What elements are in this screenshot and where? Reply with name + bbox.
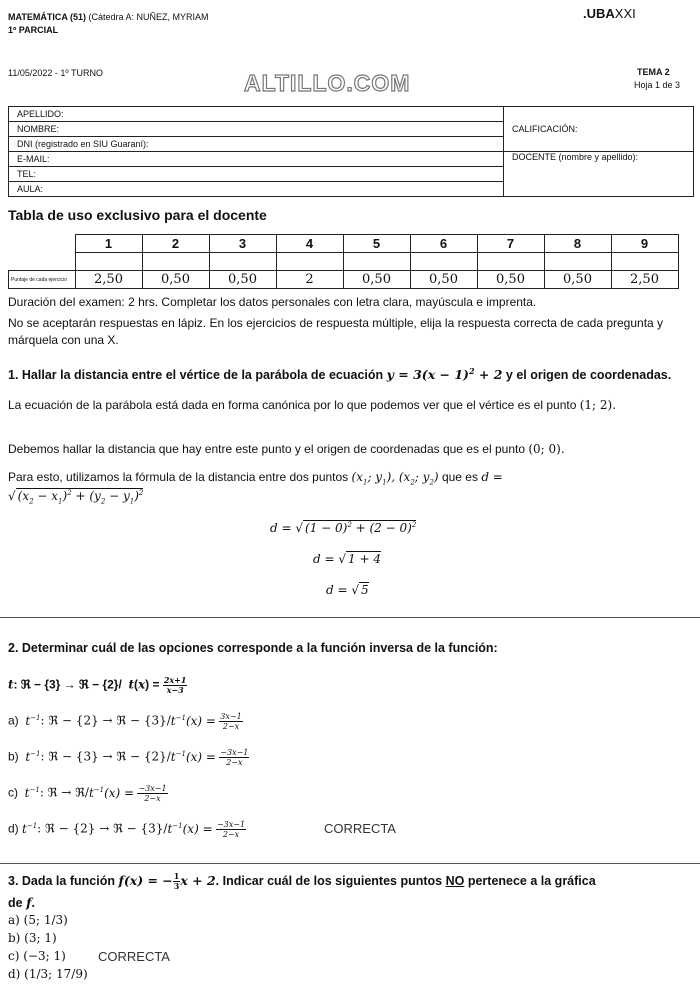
field-apellido: APELLIDO: [9, 107, 504, 122]
score-col-header: 5 [343, 235, 410, 253]
q3-option-d[interactable]: d) (1/3; 17/9) [8, 967, 88, 981]
parabola-equation: $y = 3(x - 1)^2 + 2$ [386, 366, 503, 383]
score-col-header: 8 [544, 235, 611, 253]
q1-title: 1. Hallar la distancia entre el vértice de la parábola de ecuación $y = 3(x - 1)^2 + 2$ y el origen de coordenadas. [8, 366, 672, 383]
score-value: 2,50 [611, 271, 678, 289]
grade-cell [544, 253, 611, 271]
divider [0, 617, 700, 618]
q3-title: 3. Dada la función f(x) = − $\frac{1}{3}$ x + 2. Indicar cuál de los siguientes puntos NO pertenece a la gráfica [8, 871, 596, 891]
q2-function: t: ℜ − {3} → ℜ − {2}/ t(x) = $\frac{2x+1}{x-3}$ [8, 675, 187, 695]
exam-name: 1º PARCIAL [8, 25, 59, 35]
score-row-label: Puntaje de cada ejercicio [9, 271, 76, 289]
tema-label: TEMA 2 [637, 67, 670, 77]
grade-cell [343, 253, 410, 271]
score-col-header: 6 [410, 235, 477, 253]
grade-cell [477, 253, 544, 271]
score-value: 0,50 [343, 271, 410, 289]
q3-option-c[interactable]: c) (−3; 1) [8, 949, 66, 963]
score-value: 0,50 [142, 271, 209, 289]
grade-cell [75, 253, 142, 271]
q1-paragraph-1: La ecuación de la parábola está dada en forma canónica por lo que podemos ver que el vértice es el punto (1; 2). [8, 398, 617, 412]
grade-cell [410, 253, 477, 271]
student-data-table [8, 106, 694, 197]
pencil-text: No se aceptarán respuestas en lápiz. En los ejercicios de respuesta múltiple, elija la respuesta correcta de cada pregunta y márquela con una X. [8, 316, 664, 347]
score-value: 0,50 [410, 271, 477, 289]
q3-correct-label: CORRECTA [98, 949, 170, 964]
field-aula: AULA: [9, 182, 504, 197]
q2-option-d[interactable]: d) $t^{-1}$: ℜ − {2} → ℜ − $\{3\}/t^{-1}(x)$ = $\frac{-3x-1}{2-x}$ [8, 820, 246, 839]
score-value: 2 [276, 271, 343, 289]
score-value: 0,50 [477, 271, 544, 289]
duration-text: Duración del examen: 2 hrs. Completar los datos personales con letra clara, mayúscula e imprenta. [8, 295, 537, 309]
course-title: MATEMÁTICA (51) (Cátedra A: NUÑEZ, MYRIAM [8, 12, 209, 22]
grade-cell [276, 253, 343, 271]
score-col-header: 4 [276, 235, 343, 253]
grade-cell [209, 253, 276, 271]
calc-step-1: d = √ $(1 - 0)^2 + (2 - 0)^2$ [270, 521, 417, 535]
q2-option-c[interactable]: c) $t^{-1}$: ℜ → $ℜ/t^{-1}(x)$ = $\frac{-3x-1}{2-x}$ [8, 784, 167, 803]
q3-option-b[interactable]: b) (3; 1) [8, 931, 57, 945]
score-table [8, 234, 679, 289]
grade-cell [142, 253, 209, 271]
divider [0, 863, 700, 864]
distance-formula: √ $(x_2 - x_1)^2 + (y_2 - y_1)^2$ [8, 489, 144, 506]
q2-option-b[interactable]: b) $t^{-1}$: ℜ − {3} → ℜ − $\{2\}/t^{-1}(x)$ = $\frac{-3x-1}{2-x}$ [8, 748, 249, 767]
exam-date: 11/05/2022 - 1º TURNO [8, 68, 104, 78]
field-email: E-MAIL: [9, 152, 504, 167]
teacher-table-title: Tabla de uso exclusivo para el docente [8, 207, 267, 223]
calc-step-2: d = √ 1 + 4 [313, 552, 381, 566]
score-col-header: 1 [75, 235, 142, 253]
field-tel: TEL: [9, 167, 504, 182]
field-dni: DNI (registrado en SIU Guaraní): [9, 137, 504, 152]
watermark: ALTILLO.COM [244, 70, 411, 96]
score-col-header: 7 [477, 235, 544, 253]
score-col-header: 9 [611, 235, 678, 253]
field-calificacion: CALIFICACIÓN: [504, 107, 694, 152]
score-value: 0,50 [544, 271, 611, 289]
calc-step-3: d = √ 5 [326, 583, 369, 597]
q2-title: 2. Determinar cuál de las opciones corresponde a la función inversa de la función: [8, 641, 498, 655]
score-value: 0,50 [209, 271, 276, 289]
field-nombre: NOMBRE: [9, 122, 504, 137]
field-docente: DOCENTE (nombre y apellido): [504, 152, 694, 197]
score-col-header: 2 [142, 235, 209, 253]
q3-option-a[interactable]: a) (5; 1/3) [8, 913, 68, 927]
q3-title-cont: de f. [8, 895, 35, 910]
q1-paragraph-2: Debemos hallar la distancia que hay entre este punto y el origen de coordenadas que es el punto (0; 0). [8, 442, 565, 456]
q1-paragraph-3: Para esto, utilizamos la fórmula de la distancia entre dos puntos ($x_1$; $y_1$), ($x_2$; $y_2$) que es d = [8, 470, 503, 487]
q2-option-a[interactable]: a) $t^{-1}$: ℜ − {2} → ℜ − $\{3\}/t^{-1}(x)$ = $\frac{3x-1}{2-x}$ [8, 712, 242, 731]
score-col-header: 3 [209, 235, 276, 253]
page-count: Hoja 1 de 3 [634, 80, 681, 90]
grade-cell [611, 253, 678, 271]
score-value: 2,50 [75, 271, 142, 289]
uba-xxi-logo: .UBAXXI [583, 6, 636, 21]
q2-correct-label: CORRECTA [324, 821, 396, 836]
